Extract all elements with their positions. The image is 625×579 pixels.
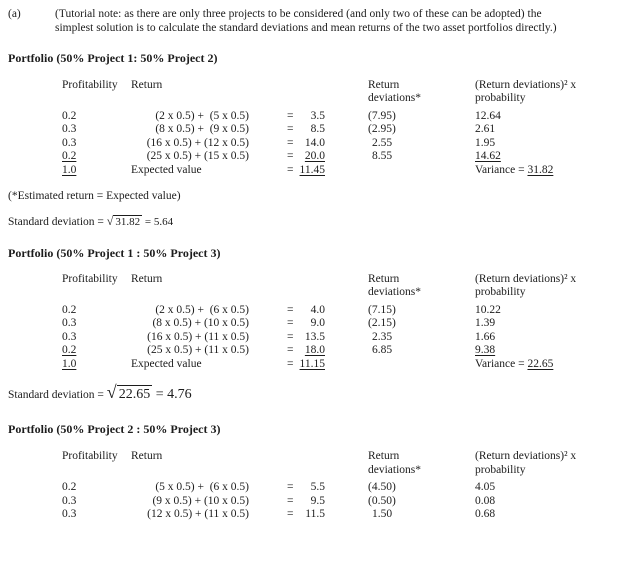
col-header-return: Return (131, 272, 163, 285)
sd-prefix: Standard deviation = (8, 389, 107, 401)
return-value: 5.5 (310, 481, 325, 493)
equals-sign: = (287, 150, 294, 162)
sd-prefix: Standard deviation = (8, 215, 107, 228)
cell-return-formula: (2 x 0.5) + (6 x 0.5) (155, 303, 249, 316)
cell-probability-product: 0.68 (475, 508, 496, 520)
equals-sign: = (287, 481, 294, 493)
cell-return-value (287, 481, 325, 495)
expected-value: 11.15 (299, 357, 325, 370)
cell-return-formula: (8 x 0.5) + (10 x 0.5) (152, 317, 249, 329)
cell-return-formula: (8 x 0.5) + (9 x 0.5) (155, 123, 249, 135)
cell-deviation: 2.55 (372, 136, 393, 149)
cell-probability-product: 0.08 (475, 494, 496, 507)
col-header-deviations-line1: Return (368, 450, 400, 462)
table-row (62, 137, 625, 151)
table-total-row (62, 358, 625, 372)
cell-probability-product: 9.38 (475, 344, 496, 356)
table-header-row (62, 92, 625, 106)
return-value: 8.5 (310, 123, 325, 135)
col-header-return: Return (131, 78, 163, 91)
table-row (62, 317, 625, 331)
table-header-row (62, 286, 625, 300)
cell-profitability: 0.3 (62, 123, 77, 135)
cell-profitability: 0.3 (62, 136, 77, 149)
portfolio-1-3-table (8, 273, 625, 372)
cell-expected-value-label: Expected value (131, 163, 202, 176)
table-body (8, 481, 625, 522)
cell-deviation: (7.95) (368, 109, 396, 122)
cell-return-value (287, 317, 325, 331)
cell-profitability: 0.2 (62, 150, 77, 162)
equals-sign: = (287, 163, 294, 176)
col-header-probability-line1: (Return deviations)² x (475, 450, 577, 462)
sqrt-expression (106, 382, 192, 402)
cell-return-value (287, 331, 325, 345)
cell-return-formula: (16 x 0.5) + (11 x 0.5) (147, 330, 249, 343)
table-row (62, 123, 625, 137)
table-row (62, 331, 625, 345)
tutorial-note-row (8, 8, 625, 35)
cell-probability-product: 1.95 (475, 136, 496, 149)
return-value: 9.5 (310, 494, 325, 507)
sqrt-radicand: 22.65 (118, 387, 151, 402)
cell-deviation: (2.15) (368, 317, 396, 329)
table-header-row (62, 273, 625, 287)
portfolio-2-3-table (8, 450, 625, 522)
item-label: (a) (8, 8, 21, 20)
return-value: 13.5 (304, 330, 325, 343)
cell-profitability: 0.3 (62, 317, 77, 329)
tutorial-note: (Tutorial note: as there are only three projects to be considered (and only two of these can be adopted) the simplest solution is to calculate the standard deviations and mean returns of the two asset portfolios directly.) (55, 8, 557, 34)
cell-return-formula: (5 x 0.5) + (6 x 0.5) (155, 481, 249, 493)
cell-return-value (287, 344, 325, 358)
cell-deviation: (2.95) (368, 123, 396, 135)
return-value: 3.5 (310, 109, 325, 122)
col-header-deviations-line2: deviations* (368, 92, 422, 104)
portfolio-1-2-table (8, 79, 625, 178)
col-header-return: Return (131, 450, 163, 462)
equals-sign: = (287, 123, 294, 135)
equals-sign: = (287, 494, 294, 507)
cell-deviation: 1.50 (372, 508, 393, 520)
col-header-probability-line2: probability (475, 92, 526, 104)
variance-value: 22.65 (527, 357, 554, 370)
cell-deviation: (7.15) (368, 303, 396, 316)
col-header-deviations-line2: deviations* (368, 286, 422, 298)
estimated-return-note: (*Estimated return = Expected value) (8, 190, 181, 202)
equals-sign: = (287, 508, 294, 520)
equals-sign: = (287, 109, 294, 122)
table-row (62, 110, 625, 124)
equals-sign: = (287, 136, 294, 149)
equals-sign: = (287, 357, 294, 370)
cell-return-value (287, 137, 325, 151)
sqrt-sign: √ (106, 213, 114, 228)
variance-label: Variance = (475, 163, 528, 176)
cell-total-probability: 1.0 (62, 163, 77, 176)
cell-variance (475, 164, 625, 178)
col-header-probability-line1: (Return deviations)² x (475, 78, 577, 91)
col-header-deviations-line1: Return (368, 78, 400, 91)
cell-deviation: 6.85 (372, 344, 393, 356)
col-header-probability-line1: (Return deviations)² x (475, 272, 577, 285)
cell-expected-value (287, 164, 325, 178)
cell-deviation: (0.50) (368, 494, 396, 507)
return-value: 18.0 (304, 344, 325, 356)
cell-return-value (287, 150, 325, 164)
return-value: 11.5 (305, 508, 325, 520)
col-header-probability-line2: probability (475, 463, 526, 476)
variance-value: 31.82 (527, 163, 554, 176)
equals-sign: = (287, 330, 294, 343)
table-body (8, 110, 625, 178)
table-row (62, 150, 625, 164)
table-row (62, 344, 625, 358)
cell-profitability: 0.2 (62, 344, 77, 356)
section-title-portfolio-1-2: Portfolio (50% Project 1: 50% Project 2) (8, 51, 218, 65)
cell-profitability: 0.2 (62, 109, 77, 122)
sqrt-radicand: 31.82 (115, 215, 141, 228)
cell-probability-product: 10.22 (475, 303, 501, 316)
table-body (8, 304, 625, 372)
cell-profitability: 0.3 (62, 494, 77, 507)
cell-total-probability: 1.0 (62, 357, 77, 370)
cell-return-value (287, 110, 325, 124)
cell-return-value (287, 495, 325, 509)
cell-probability-product: 2.61 (475, 123, 496, 135)
col-header-probability-line2: probability (475, 286, 526, 298)
sd-result: = 4.76 (155, 387, 192, 402)
cell-return-formula: (16 x 0.5) + (12 x 0.5) (146, 136, 249, 149)
cell-deviation: 2.35 (372, 330, 393, 343)
cell-variance (475, 358, 625, 372)
cell-profitability: 0.3 (62, 508, 77, 520)
cell-return-value (287, 508, 325, 522)
cell-expected-value-label: Expected value (131, 357, 202, 370)
table-row (62, 495, 625, 509)
cell-probability-product: 1.66 (475, 330, 496, 343)
cell-probability-product: 12.64 (475, 109, 501, 122)
cell-return-formula: (9 x 0.5) + (10 x 0.5) (152, 494, 249, 507)
cell-profitability: 0.2 (62, 481, 77, 493)
return-value: 4.0 (310, 303, 325, 316)
table-header-row (62, 450, 625, 464)
equals-sign: = (287, 303, 294, 316)
return-value: 20.0 (304, 150, 325, 162)
col-header-profitability: Profitability (62, 450, 118, 462)
expected-value: 11.45 (299, 163, 325, 176)
equals-sign: = (287, 344, 294, 356)
standard-deviation-line (8, 382, 625, 403)
cell-return-value (287, 123, 325, 137)
table-header-row (62, 464, 625, 478)
cell-return-formula: (25 x 0.5) + (15 x 0.5) (146, 150, 249, 162)
return-value: 14.0 (304, 136, 325, 149)
table-total-row (62, 164, 625, 178)
cell-return-formula: (2 x 0.5) + (5 x 0.5) (155, 109, 249, 122)
cell-probability-product: 4.05 (475, 481, 496, 493)
cell-probability-product: 1.39 (475, 317, 496, 329)
variance-label: Variance = (475, 357, 528, 370)
cell-return-formula: (25 x 0.5) + (11 x 0.5) (147, 344, 249, 356)
cell-probability-product: 14.62 (475, 150, 501, 162)
cell-expected-value (287, 358, 325, 372)
cell-profitability: 0.3 (62, 330, 77, 343)
return-value: 9.0 (310, 317, 325, 329)
cell-deviation: (4.50) (368, 481, 396, 493)
table-row (62, 508, 625, 522)
col-header-profitability: Profitability (62, 272, 118, 285)
equals-sign: = (287, 317, 294, 329)
cell-return-formula: (12 x 0.5) + (11 x 0.5) (147, 508, 249, 520)
cell-return-value (287, 304, 325, 318)
col-header-deviations-line2: deviations* (368, 463, 422, 476)
sd-result: = 5.64 (144, 215, 174, 228)
col-header-deviations-line1: Return (368, 272, 400, 285)
section-title-portfolio-2-3: Portfolio (50% Project 2 : 50% Project 3) (8, 421, 221, 436)
sqrt-sign: √ (106, 382, 117, 402)
standard-deviation-line (8, 215, 625, 230)
cell-profitability: 0.2 (62, 303, 77, 316)
table-row (62, 304, 625, 318)
cell-deviation: 8.55 (372, 150, 393, 162)
table-header-row (62, 79, 625, 93)
sqrt-expression (106, 213, 174, 228)
col-header-profitability: Profitability (62, 78, 118, 91)
section-title-portfolio-1-3: Portfolio (50% Project 1 : 50% Project 3) (8, 246, 221, 260)
table-row (62, 481, 625, 495)
